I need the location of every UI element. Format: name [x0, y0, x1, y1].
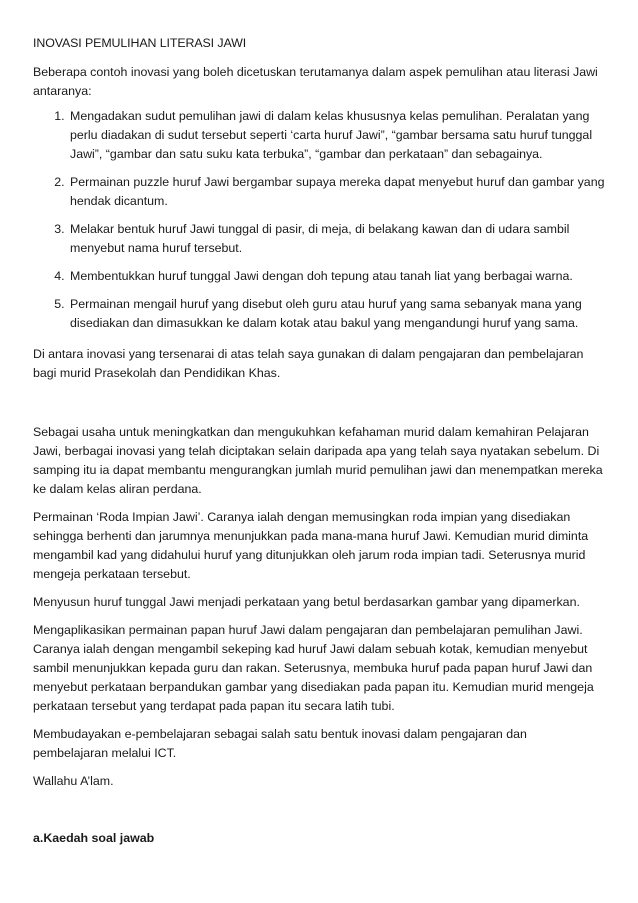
innovation-list: [33, 107, 605, 333]
section-heading: a.Kaedah soal jawab: [33, 831, 155, 845]
document-page: [33, 34, 605, 848]
closing-text: Wallahu A’lam.: [33, 774, 114, 788]
list-item: 3. Melakar bentuk huruf Jawi tunggal di pasir, di meja, di belakang kawan dan di udara sambil menyebut nama huruf tersebut.: [68, 220, 605, 258]
menyusun-huruf-paragraph: Menyusun huruf tunggal Jawi menjadi perkataan yang betul berdasarkan gambar yang dipamerkan.: [33, 595, 580, 609]
roda-impian-paragraph: Permainan ‘Roda Impian Jawi’. Caranya ialah dengan memusingkan roda impian yang disediakan sehingga berhenti dan jarumnya menunjukkan pada mana-mana huruf Jawi. Kemudian murid diminta mengambil kad yang didahului huruf yang ditunjukkan oleh jarum roda impian tadi. Seterusnya murid mengeja perkataan tersebut.: [33, 510, 589, 581]
list-item: 4. Membentukkan huruf tunggal Jawi dengan doh tepung atau tanah liat yang berbagai warna.: [68, 267, 605, 286]
intro-paragraph: Beberapa contoh inovasi yang boleh dicetuskan terutamanya dalam aspek pemulihan atau literasi Jawi antaranya:: [33, 65, 598, 98]
list-item: 2. Permainan puzzle huruf Jawi bergambar supaya mereka dapat menyebut huruf dan gambar yang hendak dicantum.: [68, 173, 605, 211]
effort-paragraph: Sebagai usaha untuk meningkatkan dan mengukuhkan kefahaman murid dalam kemahiran Pelajaran Jawi, berbagai inovasi yang telah diciptakan selain daripada apa yang telah saya nyatakan sebelum. Di samping itu ia dapat membantu mengurangkan jumlah murid pemulihan jawi dan menempatkan mereka ke dalam kelas aliran perdana.: [33, 425, 603, 496]
e-pembelajaran-paragraph: Membudayakan e-pembelajaran sebagai salah satu bentuk inovasi dalam pengajaran dan pembelajaran melalui ICT.: [33, 727, 527, 760]
list-item: 1. Mengadakan sudut pemulihan jawi di dalam kelas khususnya kelas pemulihan. Peralatan yang perlu diadakan di sudut tersebut seperti ‘carta huruf Jawi”, “gambar bersama satu huruf tunggal Jawi”, “gambar dan satu suku kata terbuka”, “gambar dan perkataan” dan sebagainya.: [68, 107, 605, 164]
papan-huruf-paragraph: Mengaplikasikan permainan papan huruf Jawi dalam pengajaran dan pembelajaran pemulihan Jawi. Caranya ialah dengan mengambil sekeping kad huruf Jawi dalam sebuah kotak, kemudian menyebut sambil menunjukkan kepada guru dan rakan. Seterusnya, membuka huruf pada papan huruf Jawi dan menyebut perkataan berpandukan gambar yang disediakan pada papan itu. Kemudian murid mengeja perkataan tersebut yang terdapat pada papan itu secara latih tubi.: [33, 623, 594, 713]
list-item: 5. Permainan mengail huruf yang disebut oleh guru atau huruf yang sama sebanyak mana yang disediakan dan dimasukkan ke dalam kotak atau bakul yang mengandungi huruf yang sama.: [68, 295, 605, 333]
document-title: INOVASI PEMULIHAN LITERASI JAWI: [33, 36, 247, 50]
used-innovations-paragraph: Di antara inovasi yang tersenarai di atas telah saya gunakan di dalam pengajaran dan pembelajaran bagi murid Prasekolah dan Pendidikan Khas.: [33, 347, 584, 380]
